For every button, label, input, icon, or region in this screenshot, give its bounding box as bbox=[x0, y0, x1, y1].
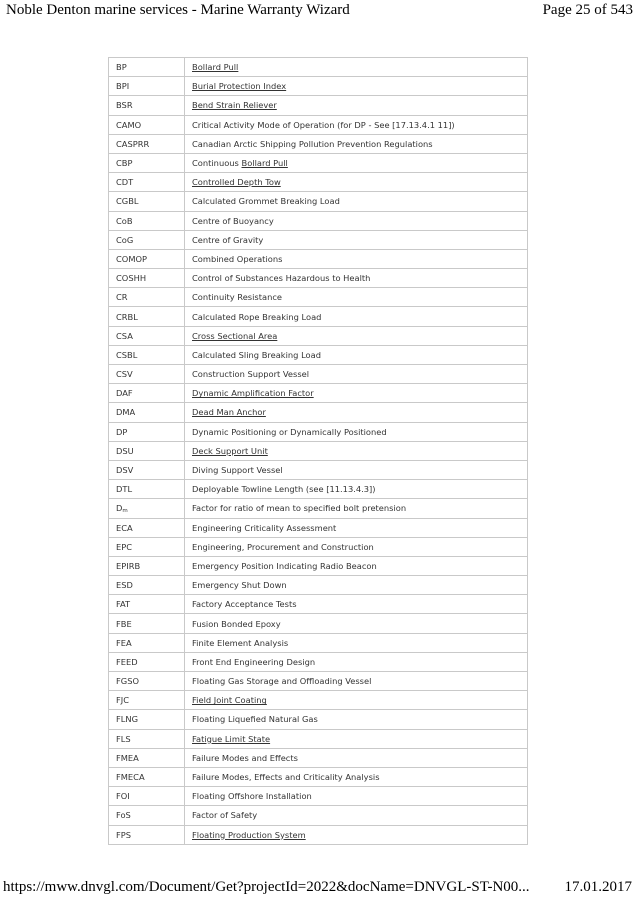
abbreviation-cell bbox=[109, 96, 185, 115]
definition-cell bbox=[185, 748, 528, 767]
table-row bbox=[109, 422, 528, 441]
abbreviation-text: CDT bbox=[116, 177, 134, 188]
abbreviation-cell bbox=[109, 422, 185, 441]
definition-link[interactable]: Dead Man Anchor bbox=[192, 407, 266, 418]
abbreviation-text: DP bbox=[116, 426, 128, 437]
abbreviation-cell bbox=[109, 729, 185, 748]
abbreviation-cell bbox=[109, 307, 185, 326]
table-row bbox=[109, 748, 528, 767]
definition-link[interactable]: Cross Sectional Area bbox=[192, 330, 278, 341]
abbreviation-cell bbox=[109, 633, 185, 652]
definition-cell bbox=[185, 729, 528, 748]
abbreviation-cell bbox=[109, 672, 185, 691]
abbreviation-cell bbox=[109, 480, 185, 499]
abbreviation-text: ESD bbox=[116, 580, 133, 591]
abbreviation-text: FGSO bbox=[116, 676, 139, 687]
definition-cell bbox=[185, 518, 528, 537]
abbreviation-cell bbox=[109, 767, 185, 786]
definition-text: Combined Operations bbox=[192, 253, 283, 264]
definition-cell bbox=[185, 691, 528, 710]
table-row bbox=[109, 787, 528, 806]
abbreviation-cell bbox=[109, 115, 185, 134]
definition-cell bbox=[185, 576, 528, 595]
table-row bbox=[109, 672, 528, 691]
header-title: Noble Denton marine services - Marine Warranty Wizard bbox=[6, 2, 350, 18]
definition-text: Floating Liquefied Natural Gas bbox=[192, 714, 318, 725]
definition-text: Floating Offshore Installation bbox=[192, 791, 312, 802]
table-row bbox=[109, 460, 528, 479]
definition-link[interactable]: Controlled Depth Tow bbox=[192, 177, 281, 188]
page-header bbox=[0, 0, 638, 22]
definition-text: Engineering, Procurement and Construction bbox=[192, 541, 374, 552]
table-row bbox=[109, 710, 528, 729]
definition-cell bbox=[185, 633, 528, 652]
abbreviation-cell bbox=[109, 58, 185, 77]
definition-text: Continuity Resistance bbox=[192, 292, 283, 303]
definition-link[interactable]: Deck Support Unit bbox=[192, 445, 268, 456]
abbreviation-text: FoS bbox=[116, 810, 131, 821]
definition-cell bbox=[185, 307, 528, 326]
abbreviation-text: CSBL bbox=[116, 349, 138, 360]
definition-text: Calculated Rope Breaking Load bbox=[192, 311, 322, 322]
definition-link[interactable]: Fatigue Limit State bbox=[192, 733, 271, 744]
definition-cell bbox=[185, 96, 528, 115]
footer-url: https://mww.dnvgl.com/Document/Get?projectId=2022&docName=DNVGL-ST-N00... bbox=[3, 879, 530, 895]
abbreviation-cell bbox=[109, 441, 185, 460]
definition-text: Factory Acceptance Tests bbox=[192, 599, 297, 610]
definition-text: Dynamic Positioning or Dynamically Positioned bbox=[192, 426, 387, 437]
table-row bbox=[109, 576, 528, 595]
abbreviation-text: FMECA bbox=[116, 772, 145, 783]
definition-cell bbox=[185, 115, 528, 134]
abbreviation-subscript: m bbox=[122, 507, 128, 514]
abbreviation-cell bbox=[109, 192, 185, 211]
table-row bbox=[109, 652, 528, 671]
definition-text: Control of Substances Hazardous to Health bbox=[192, 273, 371, 284]
table-row bbox=[109, 58, 528, 77]
definition-cell bbox=[185, 249, 528, 268]
definition-cell bbox=[185, 345, 528, 364]
definition-text: Factor for ratio of mean to specified bolt pretension bbox=[192, 503, 407, 514]
abbreviation-text: CRBL bbox=[116, 311, 138, 322]
definition-cell bbox=[185, 710, 528, 729]
abbreviation-cell bbox=[109, 499, 185, 518]
definition-text: Calculated Grommet Breaking Load bbox=[192, 196, 340, 207]
abbreviation-cell bbox=[109, 269, 185, 288]
abbreviation-text: FLNG bbox=[116, 714, 139, 725]
footer-date: 17.01.2017 bbox=[564, 879, 632, 895]
definition-link[interactable]: Bollard Pull bbox=[192, 62, 239, 73]
definition-cell bbox=[185, 614, 528, 633]
definition-cell bbox=[185, 173, 528, 192]
abbreviation-cell bbox=[109, 288, 185, 307]
table-row bbox=[109, 134, 528, 153]
abbreviation-cell bbox=[109, 460, 185, 479]
table-row bbox=[109, 767, 528, 786]
abbreviation-text: CR bbox=[116, 292, 128, 303]
definition-cell bbox=[185, 326, 528, 345]
table-row bbox=[109, 230, 528, 249]
definition-cell bbox=[185, 211, 528, 230]
table-row bbox=[109, 825, 528, 844]
abbreviation-cell bbox=[109, 748, 185, 767]
abbreviation-cell bbox=[109, 614, 185, 633]
abbreviation-cell bbox=[109, 825, 185, 844]
abbreviation-text: FPS bbox=[116, 829, 132, 840]
table-row bbox=[109, 96, 528, 115]
abbreviation-cell bbox=[109, 134, 185, 153]
abbreviation-text: COSHH bbox=[116, 273, 147, 284]
abbreviation-text: FAT bbox=[116, 599, 131, 610]
abbreviation-text: BP bbox=[116, 62, 127, 73]
definition-text: Centre of Gravity bbox=[192, 234, 264, 245]
definition-text: Emergency Shut Down bbox=[192, 580, 287, 591]
table-row bbox=[109, 269, 528, 288]
table-row bbox=[109, 326, 528, 345]
abbreviation-text: CSA bbox=[116, 330, 133, 341]
definition-text: Construction Support Vessel bbox=[192, 369, 310, 380]
abbreviation-text: CoB bbox=[116, 215, 133, 226]
table-row bbox=[109, 77, 528, 96]
table-row bbox=[109, 211, 528, 230]
table-row bbox=[109, 729, 528, 748]
abbreviation-text: FLS bbox=[116, 733, 131, 744]
abbreviations-table bbox=[108, 57, 528, 845]
abbreviation-text: ECA bbox=[116, 522, 133, 533]
definition-text: Deployable Towline Length (see [11.13.4.3]) bbox=[192, 484, 376, 495]
definition-cell bbox=[185, 595, 528, 614]
definition-text: Front End Engineering Design bbox=[192, 656, 316, 667]
definition-text: Diving Support Vessel bbox=[192, 465, 283, 476]
table-row bbox=[109, 384, 528, 403]
table-row bbox=[109, 480, 528, 499]
abbreviation-text: CASPRR bbox=[116, 138, 150, 149]
definition-text: Canadian Arctic Shipping Pollution Prevention Regulations bbox=[192, 138, 433, 149]
definition-cell bbox=[185, 460, 528, 479]
table-row bbox=[109, 499, 528, 518]
table-row bbox=[109, 365, 528, 384]
definition-cell bbox=[185, 230, 528, 249]
table-row bbox=[109, 691, 528, 710]
table-row bbox=[109, 403, 528, 422]
definition-text: Floating Gas Storage and Offloading Vessel bbox=[192, 676, 372, 687]
abbreviation-text: FEED bbox=[116, 656, 138, 667]
definition-cell bbox=[185, 403, 528, 422]
table-row bbox=[109, 173, 528, 192]
abbreviation-cell bbox=[109, 787, 185, 806]
abbreviation-text: FJC bbox=[116, 695, 130, 706]
definition-cell bbox=[185, 499, 528, 518]
definition-link[interactable]: Bollard Pull bbox=[241, 158, 288, 169]
table-row bbox=[109, 614, 528, 633]
abbreviation-cell bbox=[109, 537, 185, 556]
abbreviations-table-body bbox=[109, 58, 528, 845]
definition-text: Continuous bbox=[192, 158, 242, 169]
definition-cell bbox=[185, 192, 528, 211]
definition-link[interactable]: Bend Strain Reliever bbox=[192, 100, 277, 111]
abbreviation-cell bbox=[109, 326, 185, 345]
definition-text: Centre of Buoyancy bbox=[192, 215, 274, 226]
abbreviation-cell bbox=[109, 806, 185, 825]
table-row bbox=[109, 595, 528, 614]
table-row bbox=[109, 153, 528, 172]
abbreviation-text: CBP bbox=[116, 158, 133, 169]
definition-cell bbox=[185, 480, 528, 499]
definition-cell bbox=[185, 153, 528, 172]
abbreviation-cell bbox=[109, 77, 185, 96]
definition-text: Failure Modes, Effects and Criticality Analysis bbox=[192, 772, 380, 783]
table-row bbox=[109, 537, 528, 556]
abbreviation-text: FBE bbox=[116, 618, 132, 629]
definition-cell bbox=[185, 537, 528, 556]
abbreviation-text: DSV bbox=[116, 465, 134, 476]
table-row bbox=[109, 345, 528, 364]
table-row bbox=[109, 518, 528, 537]
table-row bbox=[109, 806, 528, 825]
definition-text: Failure Modes and Effects bbox=[192, 752, 298, 763]
table-row bbox=[109, 115, 528, 134]
definition-cell bbox=[185, 269, 528, 288]
abbreviation-cell bbox=[109, 403, 185, 422]
definition-cell bbox=[185, 134, 528, 153]
abbreviation-cell bbox=[109, 173, 185, 192]
table-row bbox=[109, 249, 528, 268]
definition-cell bbox=[185, 767, 528, 786]
abbreviation-text: DAF bbox=[116, 388, 133, 399]
definition-cell bbox=[185, 288, 528, 307]
definition-text: Calculated Sling Breaking Load bbox=[192, 349, 321, 360]
abbreviation-text: CoG bbox=[116, 234, 134, 245]
definition-cell bbox=[185, 825, 528, 844]
abbreviation-cell bbox=[109, 211, 185, 230]
definition-cell bbox=[185, 77, 528, 96]
table-row bbox=[109, 192, 528, 211]
definition-cell bbox=[185, 441, 528, 460]
abbreviation-text: EPC bbox=[116, 541, 133, 552]
definition-text: Critical Activity Mode of Operation (for DP - See [17.13.4.1 11]) bbox=[192, 119, 455, 130]
abbreviation-text: CSV bbox=[116, 369, 133, 380]
abbreviation-text: FMEA bbox=[116, 752, 139, 763]
table-row bbox=[109, 633, 528, 652]
definition-text: Emergency Position Indicating Radio Beacon bbox=[192, 560, 377, 571]
table-row bbox=[109, 288, 528, 307]
abbreviation-text: CAMO bbox=[116, 119, 142, 130]
abbreviation-cell bbox=[109, 365, 185, 384]
definition-link[interactable]: Floating Production System bbox=[192, 829, 306, 840]
abbreviation-text: COMOP bbox=[116, 253, 148, 264]
abbreviation-cell bbox=[109, 691, 185, 710]
abbreviation-text: FOI bbox=[116, 791, 130, 802]
definition-text: Factor of Safety bbox=[192, 810, 258, 821]
definition-cell bbox=[185, 806, 528, 825]
definition-text: Finite Element Analysis bbox=[192, 637, 289, 648]
definition-cell bbox=[185, 556, 528, 575]
abbreviation-cell bbox=[109, 345, 185, 364]
abbreviation-cell bbox=[109, 710, 185, 729]
header-page-number: Page 25 of 543 bbox=[542, 2, 633, 18]
abbreviation-cell bbox=[109, 153, 185, 172]
table-row bbox=[109, 556, 528, 575]
abbreviation-cell bbox=[109, 518, 185, 537]
definition-cell bbox=[185, 652, 528, 671]
abbreviation-cell bbox=[109, 230, 185, 249]
definition-cell bbox=[185, 422, 528, 441]
abbreviation-cell bbox=[109, 249, 185, 268]
definition-cell bbox=[185, 58, 528, 77]
page-footer bbox=[0, 877, 638, 899]
abbreviation-text: BSR bbox=[116, 100, 133, 111]
abbreviation-text: FEA bbox=[116, 637, 132, 648]
definition-cell bbox=[185, 384, 528, 403]
abbreviation-text: EPIRB bbox=[116, 560, 141, 571]
abbreviation-cell bbox=[109, 576, 185, 595]
abbreviation-cell bbox=[109, 384, 185, 403]
definition-link[interactable]: Burial Protection Index bbox=[192, 81, 287, 92]
abbreviation-cell bbox=[109, 556, 185, 575]
abbreviation-text: BPI bbox=[116, 81, 130, 92]
abbreviation-text: CGBL bbox=[116, 196, 139, 207]
definition-cell bbox=[185, 787, 528, 806]
definition-link[interactable]: Dynamic Amplification Factor bbox=[192, 388, 314, 399]
abbreviation-text: D bbox=[116, 502, 123, 513]
definition-text: Fusion Bonded Epoxy bbox=[192, 618, 281, 629]
definition-cell bbox=[185, 672, 528, 691]
definition-cell bbox=[185, 365, 528, 384]
table-row bbox=[109, 307, 528, 326]
definition-text: Engineering Criticality Assessment bbox=[192, 522, 337, 533]
abbreviation-text: DMA bbox=[116, 407, 136, 418]
definition-link[interactable]: Field Joint Coating bbox=[192, 695, 267, 706]
abbreviation-text: DSU bbox=[116, 445, 134, 456]
abbreviation-cell bbox=[109, 595, 185, 614]
abbreviation-cell bbox=[109, 652, 185, 671]
table-row bbox=[109, 441, 528, 460]
abbreviation-text: DTL bbox=[116, 484, 133, 495]
